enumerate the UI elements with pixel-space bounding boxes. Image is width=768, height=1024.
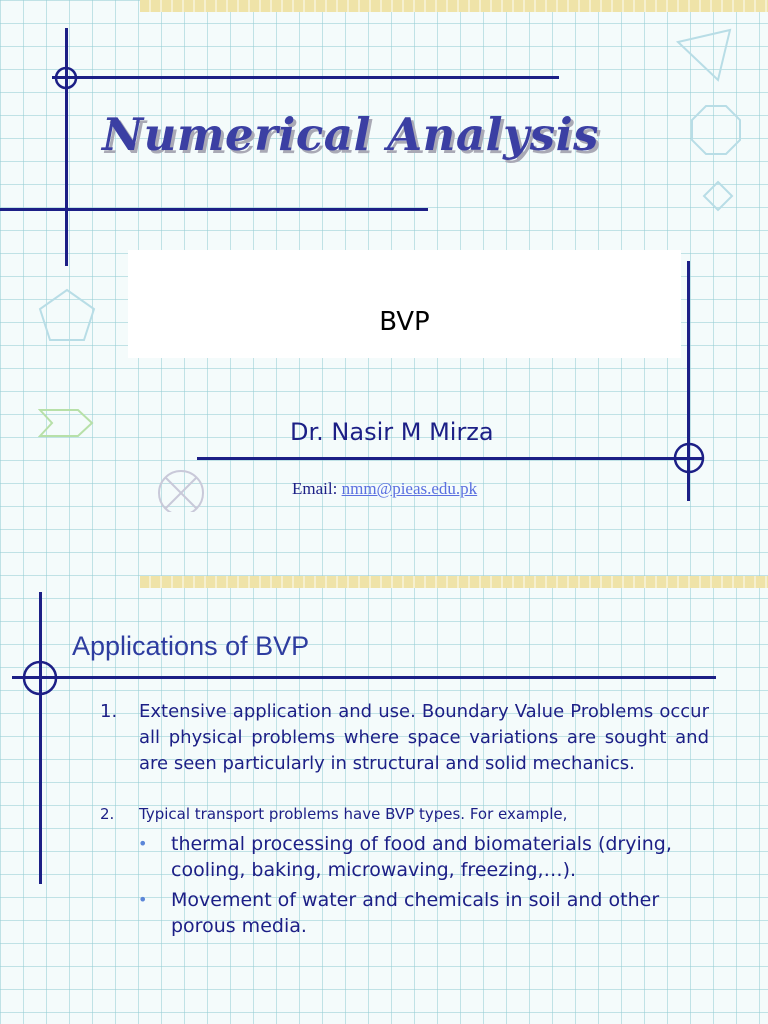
bullet-text: thermal processing of food and biomaterials (drying, cooling, baking, microwaving, freezing,…). — [171, 833, 672, 881]
slide-title: Numerical Analysis — [102, 108, 600, 161]
email-separator: : — [332, 479, 342, 498]
subtitle-box — [128, 250, 681, 358]
top-rule — [52, 76, 559, 79]
bullet-text: Movement of water and chemicals in soil and other porous media. — [171, 889, 660, 937]
list-text: Extensive application and use. Boundary Value Problems occur all physical problems where space variations are sought and are seen particularly in structural and solid mechanics. — [139, 701, 709, 774]
heading-rule — [12, 676, 716, 679]
list-text: Typical transport problems have BVP types. For example, — [139, 805, 568, 823]
email-label: Email — [292, 479, 333, 498]
crosshair-circle-icon — [673, 442, 705, 474]
crosshair-circle-icon — [22, 660, 58, 696]
diamond-outline-icon — [702, 180, 734, 212]
slide-subtitle: BVP — [379, 307, 430, 337]
author-name: Dr. Nasir M Mirza — [290, 418, 494, 446]
list-number: 2. — [100, 805, 115, 823]
list-number: 1. — [100, 701, 118, 722]
chevron-arrow-icon — [38, 408, 94, 438]
bullet-marker: • — [138, 834, 148, 853]
author-rule — [197, 457, 703, 460]
pentagon-outline-icon — [38, 288, 96, 342]
crossed-circle-icon — [156, 468, 206, 512]
crosshair-circle-icon — [54, 66, 78, 90]
email-link[interactable]: nmm@pieas.edu.pk — [341, 479, 478, 498]
slide-heading: Applications of BVP — [72, 631, 310, 661]
bullet-marker: • — [138, 890, 148, 909]
triangle-outline-icon — [674, 26, 734, 84]
octagon-outline-icon — [690, 104, 742, 156]
under-title-rule — [0, 208, 428, 211]
top-dashed-strip — [140, 0, 768, 12]
left-vertical-rule — [39, 592, 42, 884]
email-line — [292, 479, 477, 499]
top-dashed-strip — [140, 576, 768, 588]
content-slide — [0, 512, 768, 1024]
left-vertical-rule — [65, 28, 68, 266]
